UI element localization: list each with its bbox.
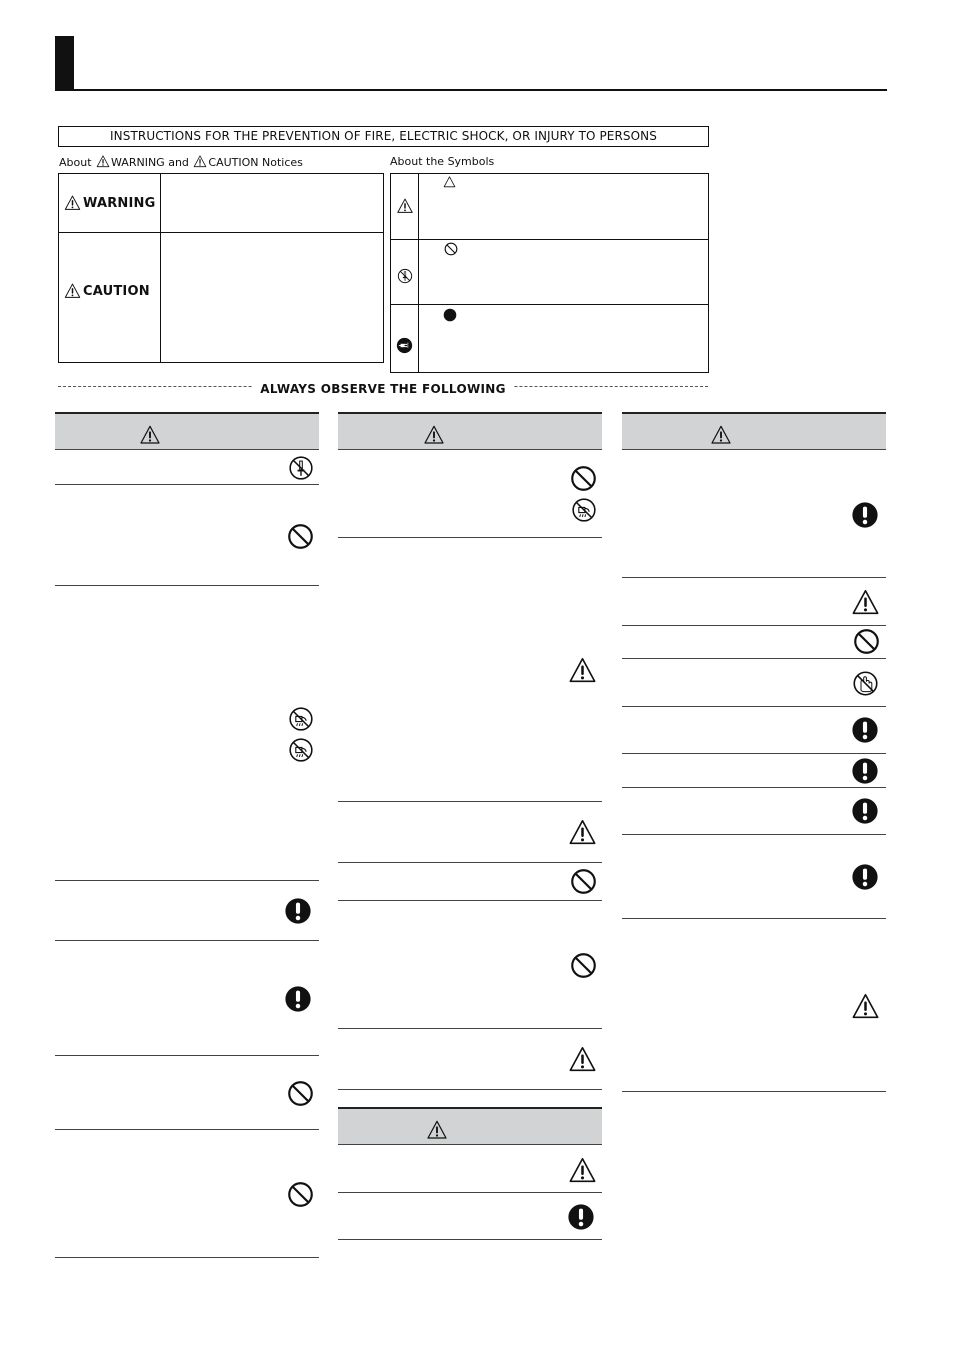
prohibited-circle-icon xyxy=(570,465,597,492)
prohibited-circle-icon xyxy=(287,1181,314,1208)
symbols-table-divider xyxy=(418,173,419,373)
section-marker-bar xyxy=(55,36,74,91)
item-separator xyxy=(55,880,319,881)
item-separator xyxy=(622,834,886,835)
item-separator xyxy=(55,1129,319,1130)
item-separator xyxy=(55,484,319,485)
item-separator xyxy=(55,940,319,941)
warning-label-text: WARNING xyxy=(83,195,156,211)
instructions-title xyxy=(58,126,709,147)
item-separator xyxy=(622,706,886,707)
item-separator xyxy=(338,1239,602,1240)
header-rule xyxy=(55,89,887,91)
warning-triangle-icon xyxy=(397,198,413,214)
item-separator xyxy=(338,900,602,901)
warning-triangle-icon xyxy=(851,589,880,616)
prohibited-circle-icon xyxy=(287,523,314,550)
notices-table-row-rule xyxy=(58,232,384,233)
warning-triangle-icon xyxy=(568,657,597,684)
warning-triangle-icon xyxy=(426,1120,448,1140)
item-separator xyxy=(338,1089,602,1090)
column-1-warning-header xyxy=(55,412,319,450)
warning-triangle-icon xyxy=(64,195,81,211)
column-3-caution-header xyxy=(622,412,886,450)
notices-notices-word: Notices xyxy=(262,156,303,169)
column-2-warning-header xyxy=(338,412,602,450)
no-disassemble-icon xyxy=(397,268,413,284)
item-separator xyxy=(622,658,886,659)
warning-triangle-icon xyxy=(568,1157,597,1184)
notices-table-divider xyxy=(160,173,161,363)
notices-and-word: and xyxy=(168,156,189,169)
warning-triangle-icon xyxy=(193,155,207,168)
item-separator xyxy=(622,625,886,626)
no-wet-icon xyxy=(288,737,314,763)
item-separator xyxy=(55,585,319,586)
notices-warning-word: WARNING xyxy=(111,156,165,169)
notices-caption xyxy=(59,155,303,170)
warning-triangle-icon xyxy=(96,155,110,168)
caution-label-text: CAUTION xyxy=(83,283,150,299)
notices-caution-word: CAUTION xyxy=(208,156,259,169)
solid-circle-icon xyxy=(443,308,457,322)
mandatory-exclamation-icon xyxy=(851,757,879,785)
warning-triangle-icon xyxy=(568,819,597,846)
warning-triangle-icon xyxy=(64,283,81,299)
symbols-caption: About the Symbols xyxy=(390,155,495,168)
mandatory-exclamation-icon xyxy=(851,716,879,744)
no-wet-icon xyxy=(571,497,597,523)
item-separator xyxy=(338,1192,602,1193)
prohibited-circle-icon xyxy=(570,868,597,895)
symbols-table-row-rule xyxy=(390,239,709,240)
warning-triangle-icon xyxy=(423,425,445,445)
caution-label xyxy=(64,283,150,299)
no-wet-icon xyxy=(288,706,314,732)
mandatory-exclamation-icon xyxy=(851,501,879,529)
symbols-table-row-rule xyxy=(390,304,709,305)
warning-triangle-icon xyxy=(568,1046,597,1073)
mandatory-exclamation-icon xyxy=(567,1203,595,1231)
unplug-icon xyxy=(396,337,413,354)
no-disassemble-icon xyxy=(288,455,314,481)
item-separator xyxy=(55,1257,319,1258)
item-separator xyxy=(338,537,602,538)
prohibited-circle-icon xyxy=(444,242,458,256)
warning-triangle-icon xyxy=(710,425,732,445)
mandatory-exclamation-icon xyxy=(284,897,312,925)
item-separator xyxy=(338,1028,602,1029)
warning-triangle-icon xyxy=(851,993,880,1020)
item-separator xyxy=(622,918,886,919)
prohibited-circle-icon xyxy=(287,1080,314,1107)
item-separator xyxy=(622,753,886,754)
item-separator xyxy=(55,1055,319,1056)
item-separator xyxy=(622,787,886,788)
item-separator xyxy=(622,1091,886,1092)
always-observe-banner xyxy=(58,378,708,397)
warning-triangle-icon xyxy=(139,425,161,445)
column-2-caution-header xyxy=(338,1107,602,1145)
triangle-outline-icon xyxy=(443,176,456,188)
item-separator xyxy=(622,577,886,578)
no-touch-icon xyxy=(852,670,879,697)
always-observe-text: ALWAYS OBSERVE THE FOLLOWING xyxy=(252,382,514,396)
mandatory-exclamation-icon xyxy=(851,863,879,891)
item-separator xyxy=(338,801,602,802)
symbols-table xyxy=(390,173,709,373)
warning-label xyxy=(64,195,156,211)
prohibited-circle-icon xyxy=(570,952,597,979)
notices-about-text: About xyxy=(59,156,92,169)
mandatory-exclamation-icon xyxy=(851,797,879,825)
mandatory-exclamation-icon xyxy=(284,985,312,1013)
item-separator xyxy=(338,862,602,863)
instructions-title-text: INSTRUCTIONS FOR THE PREVENTION OF FIRE, ELECTRIC SHOCK, OR INJURY TO PERSONS xyxy=(110,129,657,143)
prohibited-circle-icon xyxy=(853,628,880,655)
